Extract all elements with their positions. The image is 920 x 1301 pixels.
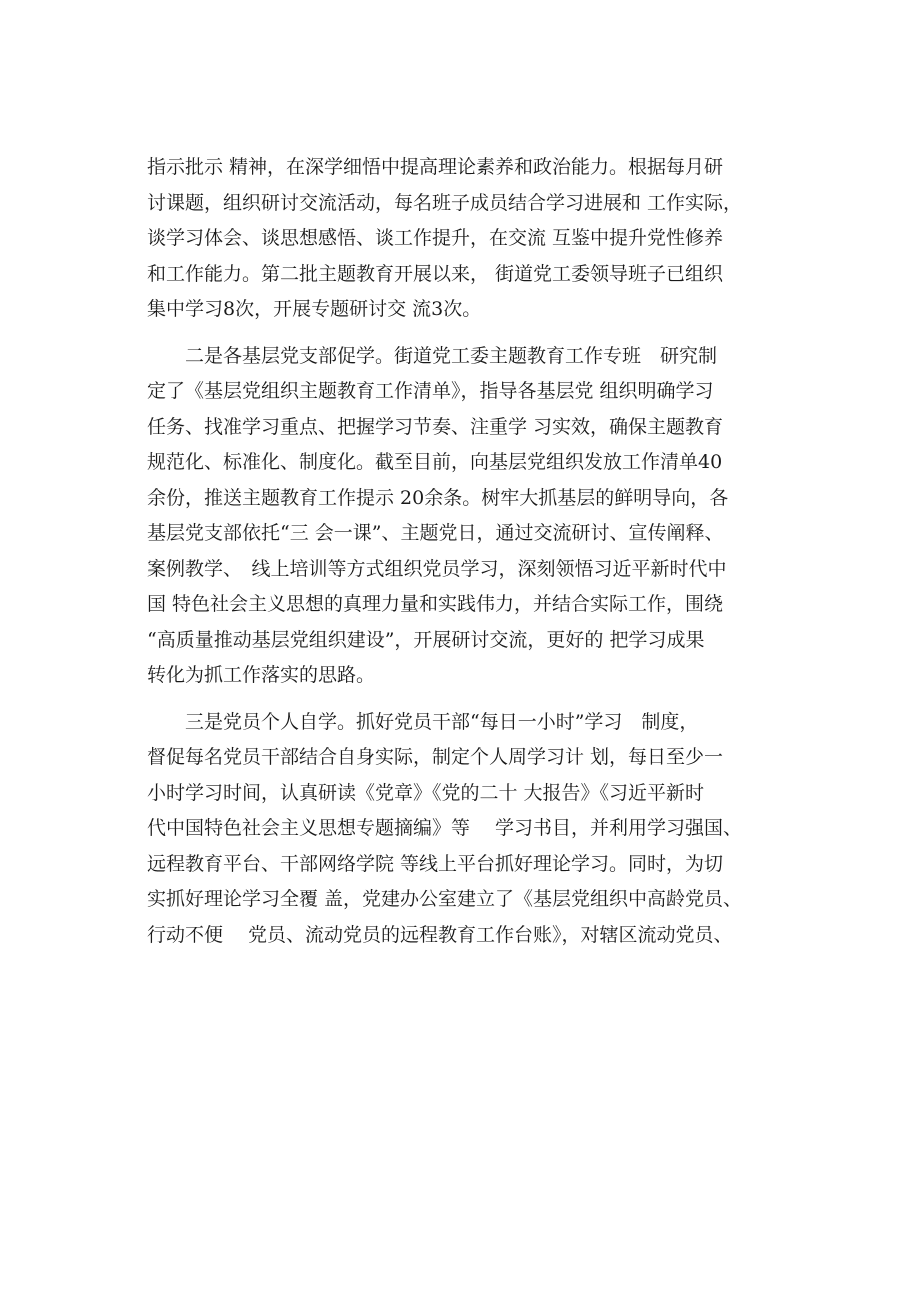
text-line: 小时学习时间，认真研读《党章》《党的二十 大报告》《习近平新时 xyxy=(147,781,705,804)
text-line: 行动不便 党员、流动党员的远程教育工作台账》，对辖区流动党员、 xyxy=(147,923,733,946)
text-line: 和工作能力。第二批主题教育开展以来， 街道党工委领导班子已组织 xyxy=(147,262,724,285)
text-line: 任务、找准学习重点、把握学习节奏、注重学 习实效，确保主题教育 xyxy=(147,415,724,438)
paragraph-3 xyxy=(147,705,812,954)
text-line: 督促每名党员干部结合自身实际，制定个人周学习计 划，每日至少一 xyxy=(147,746,724,768)
text-line: 余份，推送主题教育工作提示 20余条。树牢大抓基层的鲜明导向，各 xyxy=(147,486,729,509)
document-body xyxy=(147,150,812,953)
text-line: 指示批示 精神，在深学细悟中提高理论素养和政治能力。根据每月研 xyxy=(147,156,724,178)
text-line: 实抓好理论学习全覆 盖，党建办公室建立了《基层党组织中高龄党员、 xyxy=(147,888,743,910)
text-line: 规范化、标准化、制度化。截至目前，向基层党组织发放工作清单40 xyxy=(147,451,723,473)
text-line: 远程教育平台、干部网络学院 等线上平台抓好理论学习。同时，为切 xyxy=(147,852,724,875)
text-line: “高质量推动基层党组织建设”，开展研讨交流，更好的 把学习成果 xyxy=(147,628,705,651)
text-line: 三是党员个人自学。抓好党员干部“每日一小时”学习 制度， xyxy=(147,710,699,733)
text-line: 集中学习8次，开展专题研讨交 流3次。 xyxy=(147,298,482,320)
text-line: 转化为抓工作落实的思路。 xyxy=(147,664,376,686)
paragraph-spacer xyxy=(147,328,812,339)
paragraph-spacer xyxy=(147,694,812,705)
text-line: 讨课题，组织研讨交流活动，每名班子成员结合学习进展和 工作实际， xyxy=(147,191,743,214)
text-line: 定了《基层党组织主题教育工作清单》，指导各基层党 组织明确学习 xyxy=(147,380,714,402)
text-line: 二是各基层党支部促学。街道党工委主题教育工作专班 研究制 xyxy=(147,344,718,367)
paragraph-1 xyxy=(147,150,812,328)
text-line: 谈学习体会、谈思想感悟、谈工作提升，在交流 互鉴中提升党性修养 xyxy=(147,227,724,249)
text-line: 案例教学、 线上培训等方式组织党员学习，深刻领悟习近平新时代中 xyxy=(147,557,727,580)
text-line: 基层党支部依托“三 会一课”、主题党日，通过交流研讨、宣传阐释、 xyxy=(147,522,724,544)
paragraph-2 xyxy=(147,339,812,694)
text-line: 国 特色社会主义思想的真理力量和实践伟力，并结合实际工作，围绕 xyxy=(147,593,724,615)
text-line: 代中国特色社会主义思想专题摘编》等 学习书目，并利用学习强国、 xyxy=(147,817,743,839)
